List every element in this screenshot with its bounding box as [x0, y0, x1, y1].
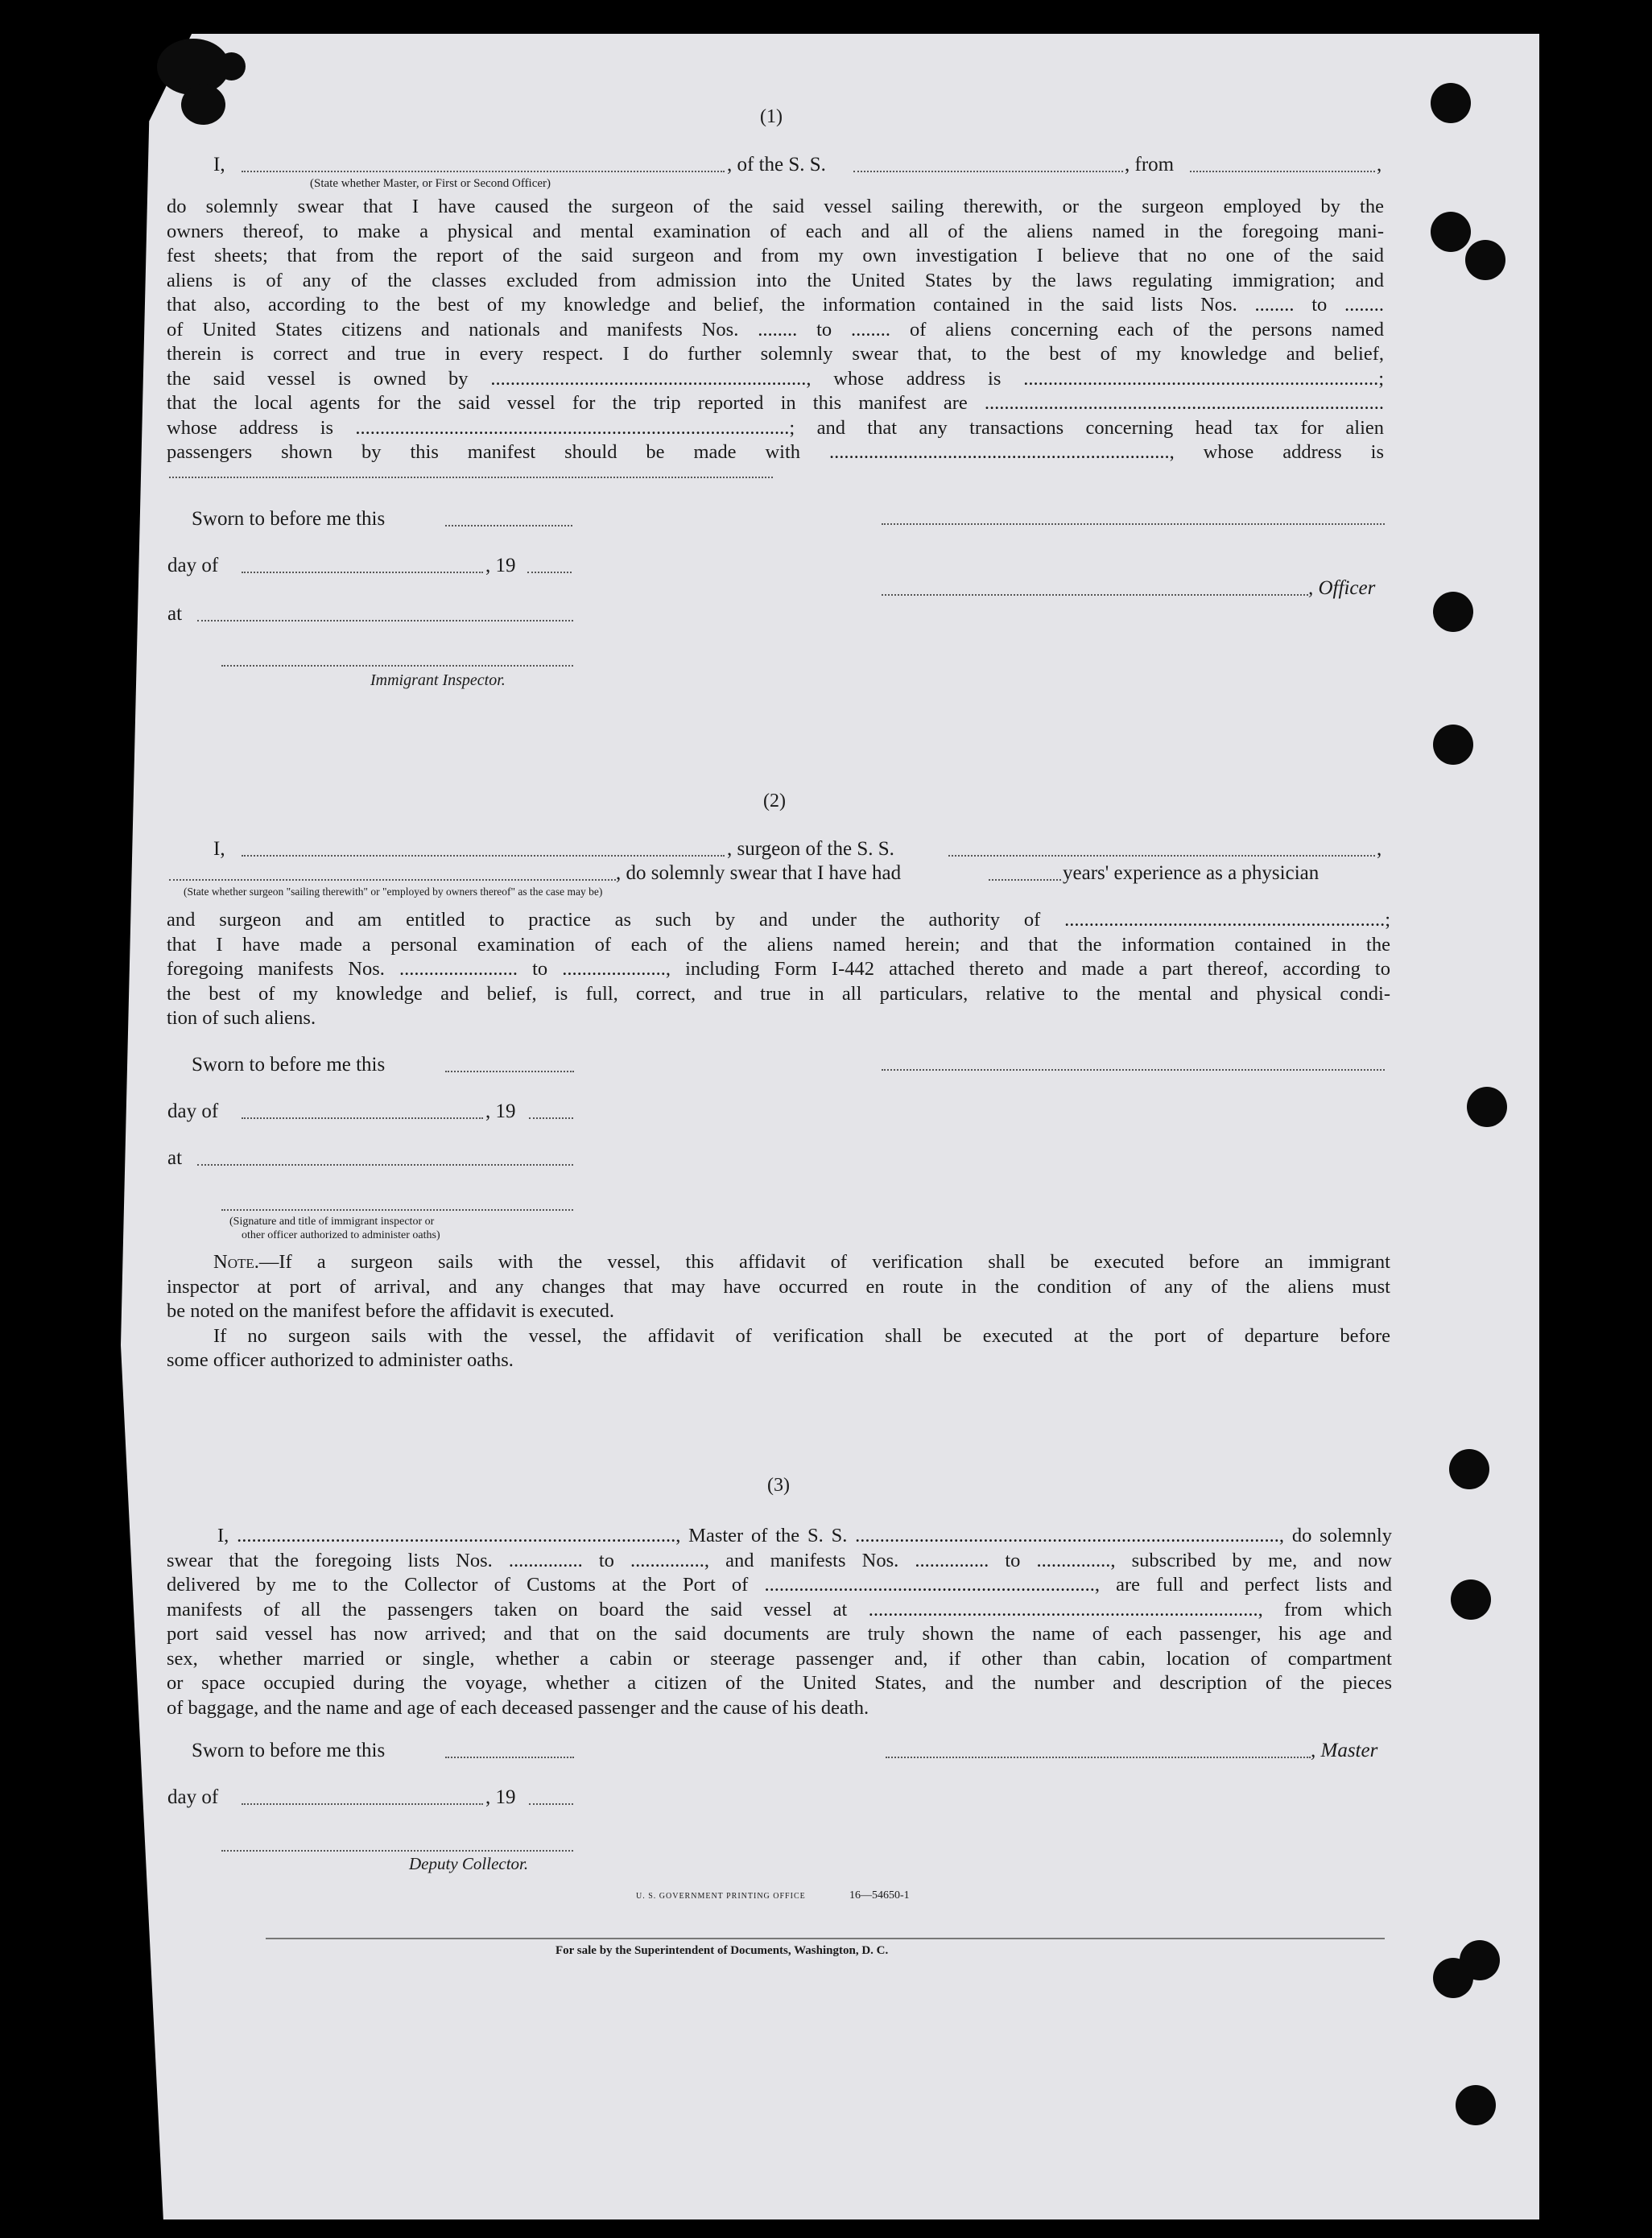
s3-line: manifests of all the passengers taken on board the said vessel at ..............................................................................., from which — [167, 1598, 1392, 1621]
s3-sworn: Sworn to before me this — [192, 1740, 386, 1761]
s1-line: fest sheets; that from the report of the said surgeon and from my own investigation I believe that no one of the said — [167, 245, 1384, 266]
s2-signature-note-1: (Signature and title of immigrant inspector or — [229, 1216, 435, 1228]
s1-day-blank — [242, 572, 483, 573]
footer-rule — [266, 1938, 1385, 1939]
s3-master-blank — [886, 1757, 1311, 1758]
s3-paragraph — [167, 1524, 1392, 1720]
punch-hole — [1467, 1087, 1507, 1127]
punch-hole — [1465, 240, 1505, 280]
s1-line: that also, according to the best of my knowledge and belief, the information contained in the said lists Nos. ........ to ........ — [167, 294, 1384, 316]
s2-note-line — [167, 1250, 1390, 1275]
s1-line1-i: I, — [213, 154, 225, 175]
s1-line1-comma: , — [1377, 154, 1382, 175]
s2-signature-blank — [882, 1069, 1385, 1071]
s1-from-blank — [1190, 171, 1375, 172]
punch-hole — [1433, 725, 1473, 765]
s2-note2-line: some officer authorized to administer oaths. — [167, 1349, 514, 1371]
s2-paragraph — [167, 908, 1390, 1031]
s1-line: that the local agents for the said vessel for the trip reported in this manifest are ................................................................................. — [167, 392, 1384, 414]
s1-line: aliens is of any of the classes excluded from admission into the United States by the laws regulating immigration; and — [167, 269, 1384, 291]
s1-line: owners thereof, to make a physical and mental examination of each and all of the aliens named in the foregoing mani- — [167, 220, 1384, 242]
s1-day: day of — [167, 555, 219, 576]
s1-line: passengers shown by this manifest should be made with ....................................................................., whose address is — [167, 441, 1384, 463]
punch-hole — [1431, 83, 1471, 123]
s3-line: swear that the foregoing lists Nos. ............... to ..............., and manifests Nos. ............... to ..............., subscribed by me, and now — [167, 1549, 1392, 1571]
s2-line1-ss: , surgeon of the S. S. — [727, 838, 894, 860]
s3-day-blank — [242, 1803, 483, 1805]
s2-status-blank — [169, 879, 616, 881]
s2-year: , 19 — [485, 1100, 516, 1122]
punch-hole — [1456, 2085, 1496, 2125]
s3-line: I, ........................................................................................., Master of the S. S. ......................................................................................, do solemnly — [217, 1525, 1392, 1546]
s2-surgeon-blank — [242, 855, 725, 857]
s3-sworn-blank — [445, 1757, 574, 1758]
s1-sworn-blank — [445, 525, 572, 526]
s2-at-blank — [197, 1164, 573, 1166]
punch-hole — [1451, 1579, 1491, 1620]
s1-line: whose address is ........................................................................................; and that any transactions concerning head tax for alien — [167, 416, 1384, 439]
s1-inspector-blank — [221, 665, 573, 667]
s2-line: the best of my knowledge and belief, is full, correct, and true in all particulars, relative to the mental and physical condi- — [167, 982, 1390, 1005]
s2-vessel-blank — [948, 855, 1375, 857]
s2-line: foregoing manifests Nos. ........................ to ....................., including Form I-442 attached thereto and made a part thereof, according to — [167, 958, 1390, 980]
section-3-number: (3) — [767, 1475, 790, 1496]
s3-collector-label: Deputy Collector. — [409, 1854, 529, 1873]
s3-line: of baggage, and the name and age of each deceased passenger and the cause of his death. — [167, 1696, 869, 1719]
s1-at: at — [167, 603, 183, 625]
s3-year: , 19 — [485, 1786, 516, 1808]
s1-line1-from: , from — [1125, 154, 1175, 175]
s1-year-blank — [527, 572, 572, 573]
s1-sworn: Sworn to before me this — [192, 508, 386, 530]
s2-note-text: —If a surgeon sails with the vessel, this affidavit of verification shall be executed before an immigrant — [258, 1251, 1390, 1273]
s1-paragraph — [167, 195, 1384, 465]
s2-year-blank — [529, 1117, 573, 1119]
s2-sworn: Sworn to before me this — [192, 1054, 386, 1076]
s2-sworn-blank — [445, 1071, 574, 1072]
s1-officer-blank — [242, 171, 725, 172]
s3-day: day of — [167, 1786, 219, 1808]
s2-status-note: (State whether surgeon "sailing therewith" or "employed by owners thereof" as the case may be) — [184, 886, 603, 898]
gpo-imprint: U. S. GOVERNMENT PRINTING OFFICE — [636, 1892, 806, 1901]
s2-day-blank — [242, 1117, 483, 1119]
s3-line: port said vessel has now arrived; and that on the said documents are truly shown the name of each passenger, his age and — [167, 1623, 1392, 1645]
s2-inspector-blank — [221, 1209, 573, 1211]
s1-line: do solemnly swear that I have caused the surgeon of the said vessel sailing therewith, or the surgeon employed by the — [167, 196, 1384, 217]
s2-line2-years: years' experience as a physician — [1063, 862, 1320, 884]
s2-note-line: be noted on the manifest before the affidavit is executed. — [167, 1300, 615, 1322]
s1-at-blank — [197, 620, 573, 621]
s2-line1-i: I, — [213, 838, 225, 860]
s1-inspector-label: Immigrant Inspector. — [370, 671, 506, 689]
s1-line: therein is correct and true in every respect. I do further solemnly swear that, to the best of my knowledge and belief, — [167, 343, 1384, 365]
s1-signature-blank — [882, 523, 1385, 525]
s1-address-blank — [169, 477, 773, 478]
s1-vessel-blank — [853, 171, 1123, 172]
s2-line2-swear: , do solemnly swear that I have had — [616, 862, 902, 884]
form-code: 16—54650-1 — [849, 1889, 910, 1901]
s1-year: , 19 — [485, 555, 516, 576]
s1-officer-note: (State whether Master, or First or Second Officer) — [310, 177, 551, 190]
s2-day: day of — [167, 1100, 219, 1122]
s2-years-blank — [989, 879, 1061, 881]
s3-year-blank — [529, 1803, 573, 1805]
s2-line1-comma: , — [1377, 838, 1382, 860]
note-heading: Note. — [213, 1251, 259, 1273]
s1-officer-label: , Officer — [1308, 577, 1376, 599]
s3-master-label: , Master — [1311, 1740, 1378, 1761]
s2-line: and surgeon and am entitled to practice as such by and under the authority of .................................................................; — [167, 909, 1390, 931]
s3-line: sex, whether married or single, whether a cabin or steerage passenger and, if other than cabin, location of compartment — [167, 1647, 1392, 1670]
sale-notice: For sale by the Superintendent of Documents, Washington, D. C. — [555, 1944, 889, 1957]
section-2-number: (2) — [763, 791, 786, 811]
s1-line1-ss: , of the S. S. — [727, 154, 826, 175]
s1-officer-sign-blank — [882, 594, 1308, 596]
s2-note2-line: If no surgeon sails with the vessel, the affidavit of verification shall be executed at the port of departure before — [213, 1324, 1390, 1347]
ink-blot — [217, 52, 246, 81]
s2-signature-note-2: other officer authorized to administer oaths) — [242, 1229, 440, 1241]
ink-blot — [181, 85, 225, 125]
s2-line: tion of such aliens. — [167, 1007, 316, 1029]
punch-hole — [1449, 1449, 1489, 1489]
s3-line: delivered by me to the Collector of Customs at the Port of ..................................................................., are full and perfect lists and — [167, 1574, 1392, 1596]
s1-line: of United States citizens and nationals and manifests Nos. ........ to ........ of aliens concerning each of the persons named — [167, 318, 1384, 341]
punch-hole — [1433, 592, 1473, 632]
punch-hole — [1433, 1958, 1473, 1998]
s2-note-line: inspector at port of arrival, and any changes that may have occurred en route in the condition of any of the aliens must — [167, 1275, 1390, 1298]
section-1-number: (1) — [760, 106, 783, 127]
s1-line: the said vessel is owned by ................................................................, whose address is ........................................................................; — [167, 367, 1384, 390]
s2-note — [167, 1250, 1390, 1373]
s2-at: at — [167, 1147, 183, 1169]
s3-line: or space occupied during the voyage, whether a citizen of the United States, and the number and description of the pieces — [167, 1672, 1392, 1694]
s2-line: that I have made a personal examination of each of the aliens named herein; and that the information contained in the — [167, 933, 1390, 956]
punch-hole — [1431, 212, 1471, 252]
